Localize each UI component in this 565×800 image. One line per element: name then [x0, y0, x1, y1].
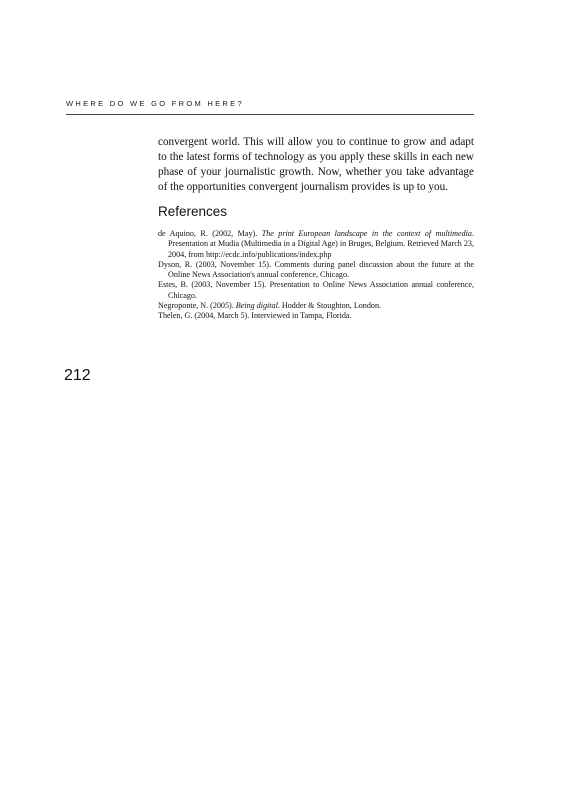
running-header: WHERE DO WE GO FROM HERE?: [66, 99, 244, 108]
reference-text: Thelen, G. (2004, March 5). Interviewed in Tampa, Florida.: [158, 311, 352, 321]
header-rule: [66, 114, 474, 115]
reference-text: . Presentation at Mudia (Multimedia in a Digital Age) in Bruges, Belgium. Retrieved March 23, 2004, from http://ecdc.info/publications/index.php: [168, 229, 474, 259]
reference-title: Being digital: [235, 301, 278, 311]
reference-item: [158, 301, 474, 311]
reference-item: [158, 260, 474, 281]
reference-text: . Hodder & Stoughton, London.: [277, 301, 382, 311]
reference-text: de Aquino, R. (2002, May).: [158, 229, 262, 238]
reference-item: [158, 280, 474, 301]
body-paragraph: convergent world. This will allow you to continue to grow and adapt to the latest forms of technology as you apply these skills in each new phase of your journalistic growth. Now, whether you take advantage of the opportunities convergent journalism provides is up to you.: [158, 136, 474, 193]
reference-text: Estes, B. (2003, November 15). Presentation to Online News Association annual conference, Chicago.: [158, 280, 474, 300]
reference-item: [158, 229, 474, 260]
reference-text: Dyson, R. (2003, November 15). Comments during panel discussion about the future at the Online News Association's annual conference, Chicago.: [158, 259, 474, 280]
page-number: 212: [64, 367, 91, 384]
reference-item: [158, 311, 474, 321]
reference-list: [158, 229, 474, 322]
reference-title: The print European landscape in the context of multimedia: [261, 229, 472, 238]
reference-text: Negroponte, N. (2005).: [158, 301, 236, 311]
references-heading: References: [158, 204, 228, 219]
